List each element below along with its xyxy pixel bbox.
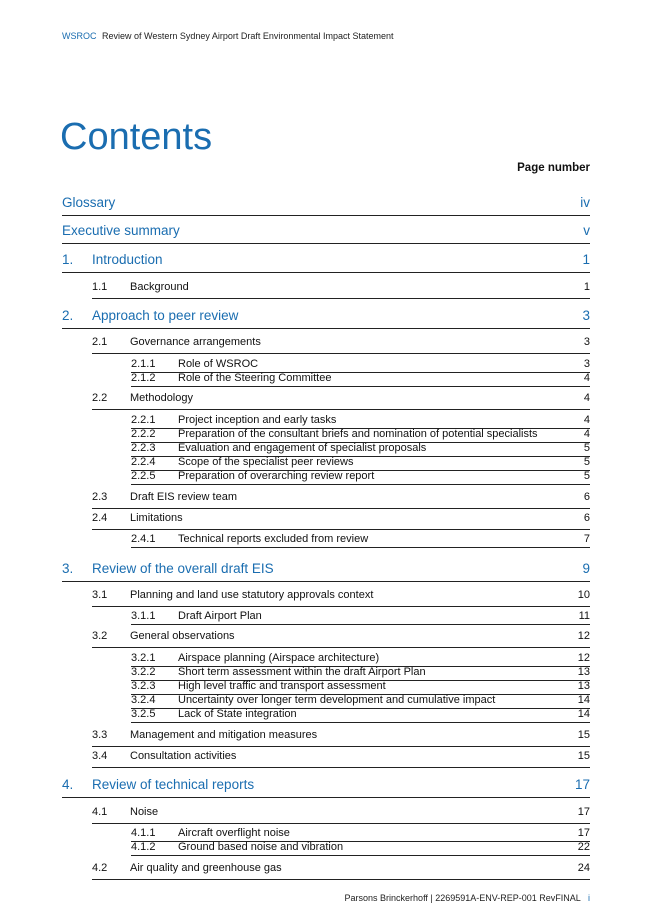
- toc-entry-number: 3.2: [92, 630, 108, 642]
- toc-entry-number: 3.3: [92, 729, 108, 741]
- footer-text: Parsons Brinckerhoff | 2269591A-ENV-REP-001 RevFINAL: [344, 893, 581, 903]
- toc-entry[interactable]: [131, 610, 590, 625]
- toc-entry-page: 3: [582, 308, 590, 323]
- toc-entry-title: Preparation of overarching review report: [178, 470, 375, 482]
- toc-entry-title: Short term assessment within the draft Airport Plan: [178, 666, 426, 678]
- footer-page-number: i: [588, 893, 590, 903]
- toc-entry-page: 5: [583, 470, 590, 482]
- toc-entry[interactable]: [92, 392, 590, 410]
- toc-entry-title: Introduction: [92, 252, 163, 267]
- toc-entry-number: 2.2.1: [131, 414, 156, 426]
- toc-entry-title: Background: [130, 281, 189, 293]
- toc-entry-number: 3.: [62, 561, 74, 576]
- toc-entry-page: 22: [577, 841, 590, 853]
- toc-entry-page: 6: [583, 491, 590, 503]
- toc-entry-number: 4.2: [92, 862, 108, 874]
- toc-entry-page: 17: [574, 777, 590, 792]
- toc-entry-number: 2.2.3: [131, 442, 156, 454]
- toc-entry-title: Governance arrangements: [130, 336, 261, 348]
- toc-entry-page: 4: [583, 372, 590, 384]
- toc-entry-page: 4: [583, 392, 590, 404]
- toc-entry[interactable]: [62, 777, 590, 798]
- toc-entry-number: 2.4.1: [131, 533, 156, 545]
- toc-entry[interactable]: [131, 456, 590, 471]
- toc-entry[interactable]: [92, 336, 590, 354]
- toc-entry[interactable]: [62, 252, 590, 273]
- toc-entry-number: 4.: [62, 777, 74, 792]
- toc-entry-title: Scope of the specialist peer reviews: [178, 456, 354, 468]
- toc-entry-title: Role of the Steering Committee: [178, 372, 332, 384]
- toc-entry-page: 17: [577, 827, 590, 839]
- toc-entry-number: 3.1.1: [131, 610, 156, 622]
- toc-entry-title: Glossary: [62, 195, 116, 210]
- toc-entry-number: 4.1.2: [131, 841, 156, 853]
- toc-entry-title: Review of the overall draft EIS: [92, 561, 274, 576]
- toc-entry-page: 1: [583, 281, 590, 293]
- toc-entry-title: Evaluation and engagement of specialist proposals: [178, 442, 427, 454]
- toc-entry-number: 3.2.2: [131, 666, 156, 678]
- toc-entry-title: General observations: [130, 630, 235, 642]
- toc-entry-page: 6: [583, 512, 590, 524]
- toc-entry-number: 3.1: [92, 589, 108, 601]
- toc-entry[interactable]: [131, 652, 590, 667]
- toc-entry-title: Project inception and early tasks: [178, 414, 337, 426]
- toc-entry-page: 13: [577, 666, 590, 678]
- toc-entry-number: 2.1.1: [131, 358, 156, 370]
- toc-entry-page: 24: [577, 862, 590, 874]
- toc-entry[interactable]: [92, 862, 590, 880]
- toc-entry-number: 2.2: [92, 392, 108, 404]
- toc-entry-number: 2.: [62, 308, 74, 323]
- toc-entry-title: Consultation activities: [130, 750, 237, 762]
- toc-entry[interactable]: [62, 308, 590, 329]
- toc-entry-title: Noise: [130, 806, 159, 818]
- toc-entry-title: High level traffic and transport assessment: [178, 680, 386, 692]
- toc-entry[interactable]: [62, 195, 590, 216]
- toc-entry-title: Aircraft overflight noise: [178, 827, 290, 839]
- toc-entry-page: 4: [583, 428, 590, 440]
- toc-entry-title: Planning and land use statutory approvals context: [130, 589, 374, 601]
- toc-entry-title: Uncertainty over longer term development and cumulative impact: [178, 694, 496, 706]
- toc-entry-title: Ground based noise and vibration: [178, 841, 344, 853]
- toc-entry[interactable]: [131, 694, 590, 709]
- toc-entry-page: 4: [583, 414, 590, 426]
- toc-entry[interactable]: [92, 630, 590, 648]
- toc-entry-title: Draft EIS review team: [130, 491, 237, 503]
- toc-entry[interactable]: [62, 223, 590, 244]
- toc-entry-title: Review of technical reports: [92, 777, 255, 792]
- toc-entry[interactable]: [92, 806, 590, 824]
- toc-entry-title: Technical reports excluded from review: [178, 533, 369, 545]
- toc-entry-number: 2.1.2: [131, 372, 156, 384]
- toc-entry[interactable]: [62, 561, 590, 582]
- toc-entry[interactable]: [92, 512, 590, 530]
- toc-entry-number: 2.2.2: [131, 428, 156, 440]
- page-title: Contents: [60, 116, 213, 159]
- header-org: WSROC: [62, 31, 97, 41]
- toc-entry[interactable]: [131, 414, 590, 429]
- toc-entry[interactable]: [92, 589, 590, 607]
- toc-entry-number: 2.4: [92, 512, 108, 524]
- toc-entry-page: 7: [583, 533, 590, 545]
- toc-entry[interactable]: [92, 750, 590, 768]
- toc-entry[interactable]: [131, 841, 590, 856]
- toc-entry[interactable]: [92, 281, 590, 299]
- toc-entry-number: 1.: [62, 252, 74, 267]
- toc-entry-number: 4.1: [92, 806, 108, 818]
- toc-entry-number: 3.2.4: [131, 694, 156, 706]
- toc-entry-page: 10: [577, 589, 590, 601]
- toc-entry-page: 3: [583, 336, 590, 348]
- toc-entry-page: 3: [583, 358, 590, 370]
- toc-entry[interactable]: [92, 491, 590, 509]
- toc-entry[interactable]: [92, 729, 590, 747]
- toc-entry-number: 3.2.1: [131, 652, 156, 664]
- toc-entry[interactable]: [131, 708, 590, 723]
- header-title: Review of Western Sydney Airport Draft Environmental Impact Statement: [102, 31, 394, 41]
- page-number-column-label: Page number: [517, 162, 590, 174]
- toc-entry-page: 5: [583, 456, 590, 468]
- toc-entry-title: Management and mitigation measures: [130, 729, 318, 741]
- toc-entry-number: 2.1: [92, 336, 108, 348]
- toc-entry-number: 2.2.4: [131, 456, 156, 468]
- toc-entry-number: 1.1: [92, 281, 108, 293]
- toc-entry-title: Limitations: [130, 512, 183, 524]
- toc-entry[interactable]: [131, 428, 590, 443]
- toc-entry-page: 17: [577, 806, 590, 818]
- toc-entry[interactable]: [131, 827, 590, 842]
- toc-entry-page: 13: [577, 680, 590, 692]
- table-of-contents: [62, 0, 590, 923]
- toc-entry-number: 3.2.3: [131, 680, 156, 692]
- toc-entry-title: Approach to peer review: [92, 308, 239, 323]
- toc-entry[interactable]: [131, 680, 590, 695]
- toc-entry[interactable]: [131, 470, 590, 485]
- toc-entry-page: 9: [582, 561, 590, 576]
- toc-entry-page: 5: [583, 442, 590, 454]
- toc-entry-page: 14: [577, 694, 590, 706]
- toc-entry-page: 1: [582, 252, 590, 267]
- toc-entry-number: 4.1.1: [131, 827, 156, 839]
- toc-entry-title: Airspace planning (Airspace architecture): [178, 652, 380, 664]
- toc-entry-page: 12: [577, 630, 590, 642]
- toc-entry[interactable]: [131, 442, 590, 457]
- toc-entry-page: 14: [577, 708, 590, 720]
- toc-entry-number: 3.2.5: [131, 708, 156, 720]
- toc-entry-page: iv: [580, 195, 590, 210]
- toc-entry-title: Executive summary: [62, 223, 180, 238]
- toc-entry-page: v: [583, 223, 590, 238]
- toc-entry-title: Air quality and greenhouse gas: [130, 862, 282, 874]
- toc-entry-title: Methodology: [130, 392, 193, 404]
- toc-entry[interactable]: [131, 666, 590, 681]
- toc-entry[interactable]: [131, 533, 590, 548]
- toc-entry-title: Role of WSROC: [178, 358, 259, 370]
- toc-entry-title: Preparation of the consultant briefs and nomination of potential specialists: [178, 428, 538, 440]
- toc-entry-page: 11: [578, 610, 590, 622]
- toc-entry-title: Draft Airport Plan: [178, 610, 262, 622]
- toc-entry-number: 3.4: [92, 750, 108, 762]
- toc-entry-title: Lack of State integration: [178, 708, 297, 720]
- toc-entry[interactable]: [131, 372, 590, 387]
- running-footer: [345, 893, 590, 903]
- toc-entry-page: 12: [577, 652, 590, 664]
- toc-entry-page: 15: [577, 750, 590, 762]
- toc-entry-number: 2.3: [92, 491, 108, 503]
- toc-entry-number: 2.2.5: [131, 470, 156, 482]
- toc-entry[interactable]: [131, 358, 590, 373]
- toc-entry-page: 15: [577, 729, 590, 741]
